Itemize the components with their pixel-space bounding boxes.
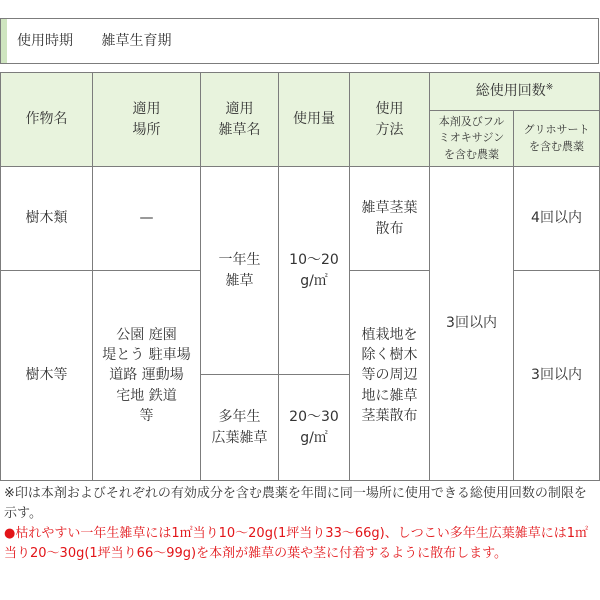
header-fluazifop-products: 本剤及びフル ミオキサジン を含む農薬	[430, 111, 514, 167]
header-total-uses: 総使用回数※	[430, 73, 600, 111]
weed-annual: 一年生 雑草	[201, 167, 279, 375]
amount-annual: 10～20 g/㎡	[279, 167, 350, 375]
place-trees: —	[93, 167, 201, 271]
header-method: 使用 方法	[350, 73, 430, 167]
usage-period-value: 雑草生育期	[101, 33, 172, 49]
asterisk-note: ※印は本剤およびそれぞれの有効成分を含む農薬を年間に同一場所に使用できる総使用回数の制限を示す。	[4, 486, 587, 521]
method-trees-etc: 植栽地を 除く樹木 等の周辺 地に雑草 茎葉散布	[350, 271, 430, 481]
total-glyphosate-trees-etc: 3回以内	[514, 271, 600, 481]
usage-note-text: 枯れやすい一年生雑草には1㎡当り10～20g(1坪当り33～66g)、しつこい多年生広葉雑草には1㎡当り20～30g(1坪当り66～99g)を本剤が雑草の葉や茎に付着するように散布します。	[4, 526, 588, 561]
weed-perennial: 多年生 広葉雑草	[201, 375, 279, 481]
crop-trees-etc: 樹木等	[1, 271, 93, 481]
header-place: 適用 場所	[93, 73, 201, 167]
header-glyphosate-products: グリホサート を含む農薬	[514, 111, 600, 167]
asterisk-mark: ※	[545, 82, 554, 93]
amount-perennial: 20～30 g/㎡	[279, 375, 350, 481]
total-glyphosate-trees: 4回以内	[514, 167, 600, 271]
crop-trees: 樹木類	[1, 167, 93, 271]
total-fluazifop: 3回以内	[430, 167, 514, 481]
application-table	[0, 72, 600, 481]
header-crop: 作物名	[1, 73, 93, 167]
notes	[4, 484, 598, 564]
method-trees: 雑草茎葉 散布	[350, 167, 430, 271]
red-bullet-icon: ●	[4, 526, 16, 541]
place-trees-etc: 公園 庭園 堤とう 駐車場 道路 運動場 宅地 鉄道 等	[93, 271, 201, 481]
usage-note	[4, 524, 598, 564]
usage-period	[7, 19, 171, 63]
header-amount: 使用量	[279, 73, 350, 167]
usage-period-box	[0, 18, 599, 64]
header-weed: 適用 雑草名	[201, 73, 279, 167]
usage-period-label: 使用時期	[17, 33, 73, 49]
